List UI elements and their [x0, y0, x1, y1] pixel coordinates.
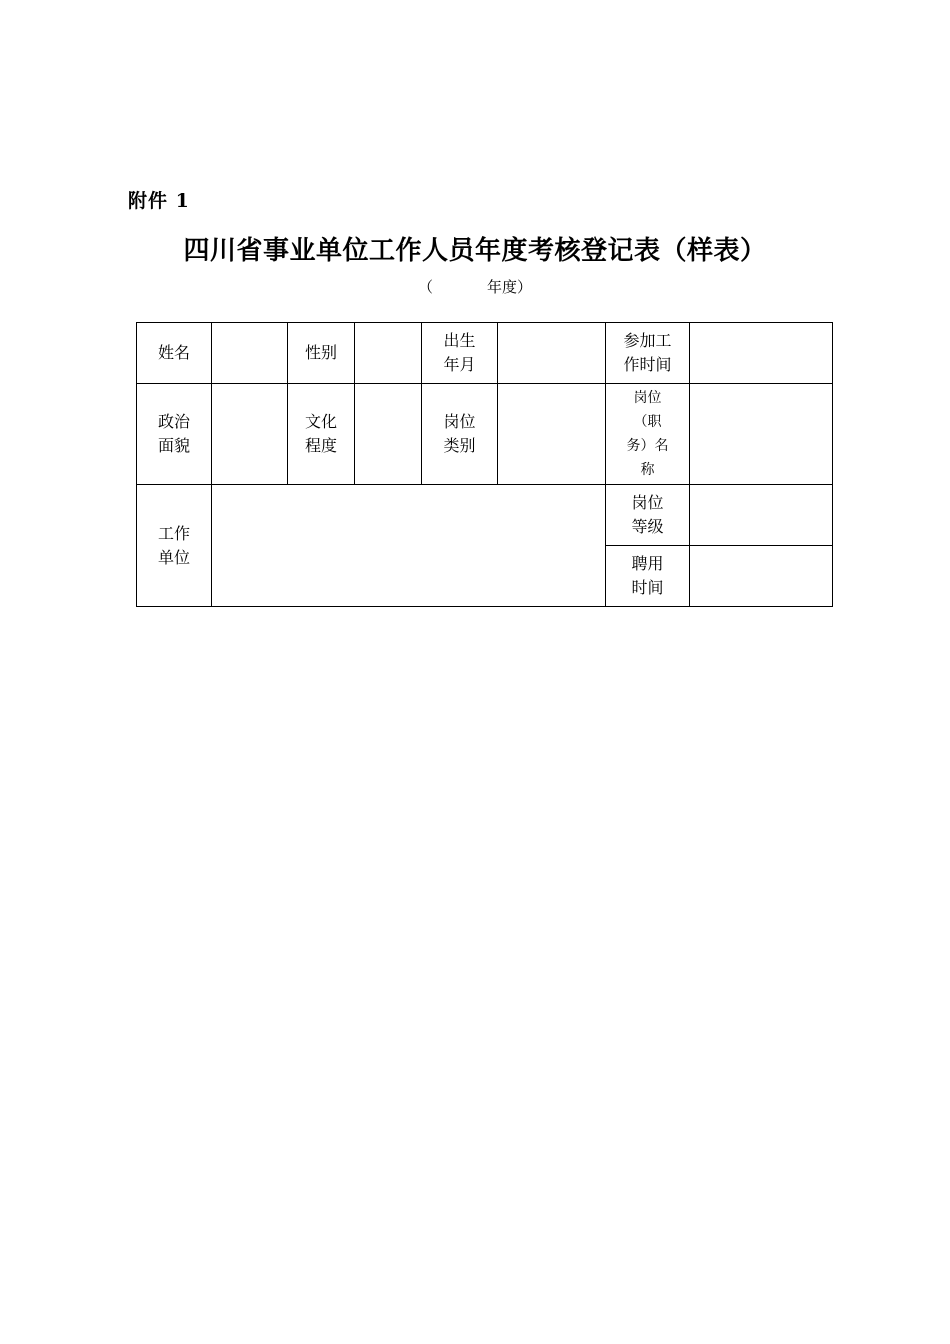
gender-label: 性别 — [288, 323, 355, 384]
work-start-value[interactable] — [690, 323, 833, 384]
gender-value[interactable] — [355, 323, 422, 384]
name-label: 姓名 — [137, 323, 212, 384]
post-level-value[interactable] — [690, 485, 833, 546]
political-value[interactable] — [212, 384, 288, 485]
post-title-label: 岗位（职务）名称 — [606, 384, 690, 485]
work-unit-value[interactable] — [212, 485, 606, 607]
work-unit-label: 工作单位 — [137, 485, 212, 607]
education-value[interactable] — [355, 384, 422, 485]
form-title: 四川省事业单位工作人员年度考核登记表（样表） — [183, 236, 767, 266]
post-level-label: 岗位等级 — [606, 485, 690, 546]
hire-time-label: 聘用时间 — [606, 546, 690, 607]
post-category-value[interactable] — [498, 384, 606, 485]
birth-value[interactable] — [498, 323, 606, 384]
work-start-label: 参加工作时间 — [606, 323, 690, 384]
attachment-label: 附件 1 — [128, 190, 190, 212]
birth-label: 出生年月 — [422, 323, 498, 384]
political-label: 政治面貌 — [137, 384, 212, 485]
table-row — [137, 323, 833, 384]
post-category-label: 岗位类别 — [422, 384, 498, 485]
name-value[interactable] — [212, 323, 288, 384]
post-title-value[interactable] — [690, 384, 833, 485]
table-row — [137, 384, 833, 485]
table-row — [137, 485, 833, 546]
year-suffix: 年度） — [487, 278, 533, 296]
education-label: 文化程度 — [288, 384, 355, 485]
hire-time-value[interactable] — [690, 546, 833, 607]
year-open-paren: （ — [417, 278, 433, 296]
year-line — [0, 276, 950, 297]
registration-table — [136, 322, 833, 607]
